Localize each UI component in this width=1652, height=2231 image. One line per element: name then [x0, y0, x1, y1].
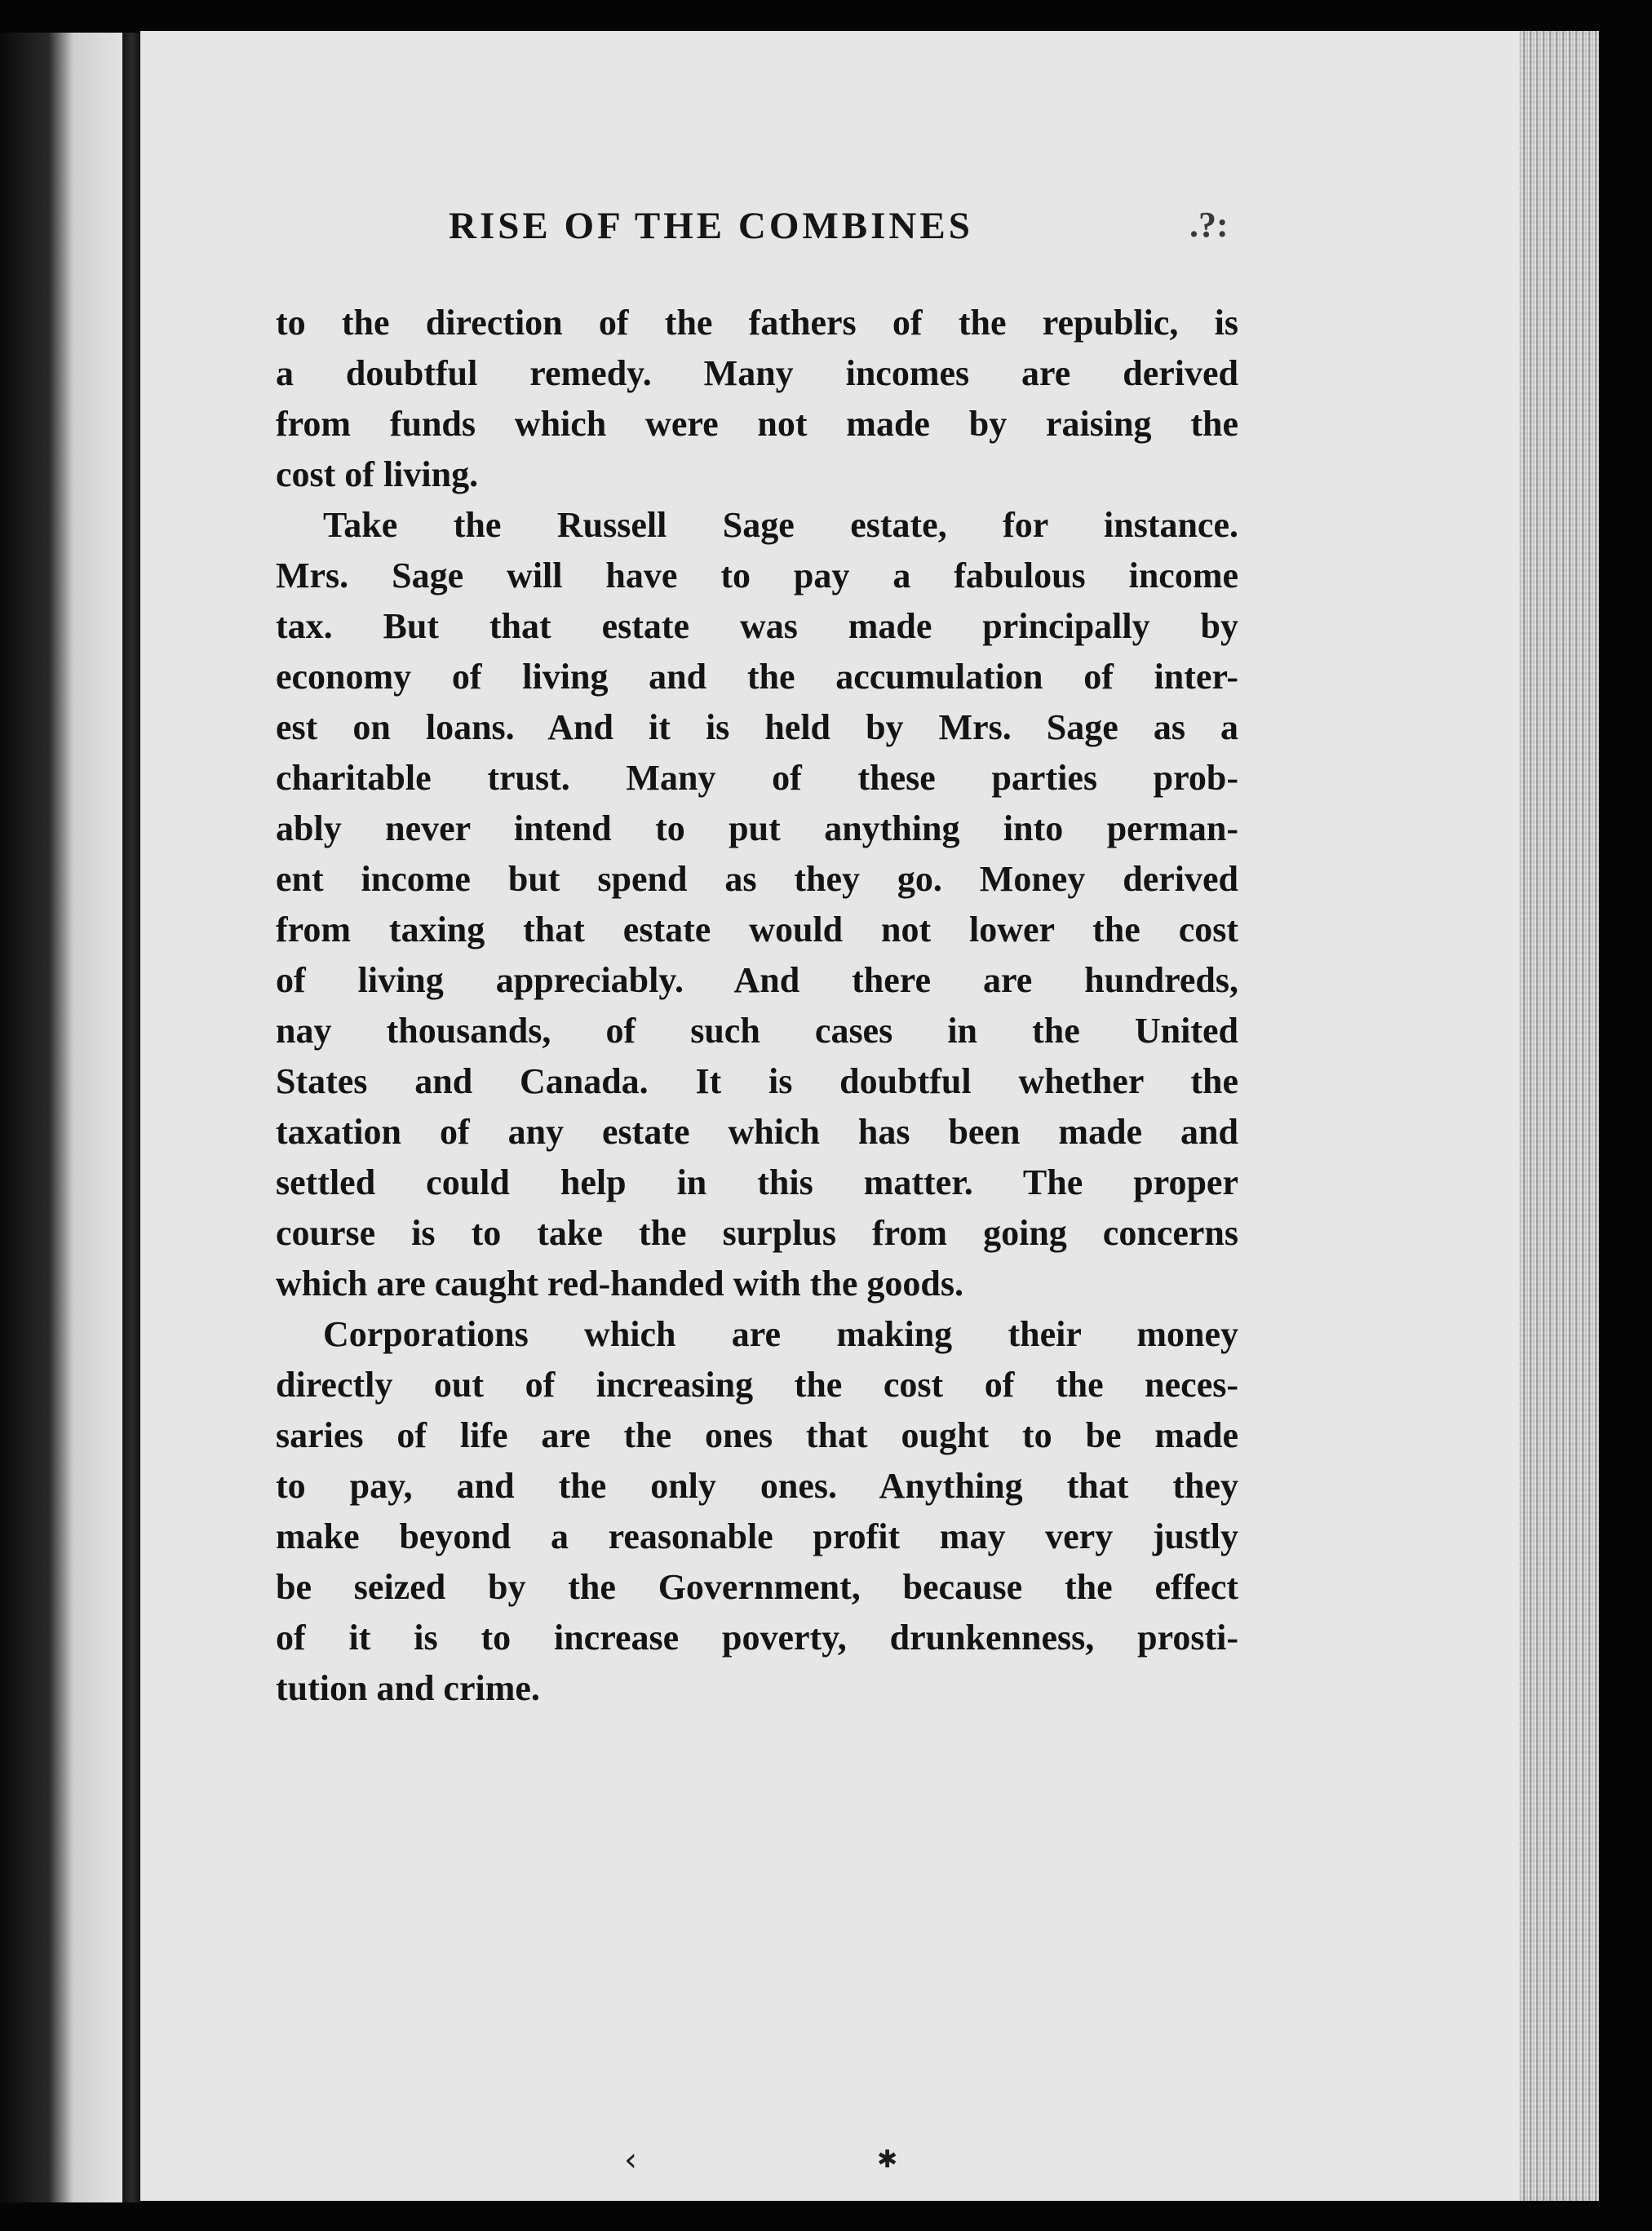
paragraph-1 [276, 298, 1238, 500]
running-title: RISE OF THE COMBINES [449, 205, 973, 247]
text-line: which are caught red-handed with the goods. [276, 1264, 964, 1304]
text-line: to pay, and the only ones. Anything that they [276, 1466, 1238, 1506]
text-line: taxation of any estate which has been made and [276, 1112, 1238, 1152]
text-line: States and Canada. It is doubtful whether the [276, 1061, 1238, 1101]
page-number: .?: [1189, 205, 1229, 245]
paragraph-3 [276, 1309, 1238, 1714]
text-line: course is to take the surplus from going concerns [276, 1213, 1238, 1253]
text-line: Mrs. Sage will have to pay a fabulous income [276, 556, 1238, 595]
text-line: of it is to increase poverty, drunkenness, prosti- [276, 1618, 1238, 1658]
facing-page-edge [0, 33, 122, 2202]
text-line: economy of living and the accumulation of inter- [276, 657, 1238, 697]
text-line: settled could help in this matter. The proper [276, 1162, 1238, 1202]
text-line: nay thousands, of such cases in the United [276, 1011, 1238, 1051]
text-line: ably never intend to put anything into perman- [276, 808, 1238, 848]
text-line: Corporations which are making their money [323, 1314, 1238, 1354]
text-line: directly out of increasing the cost of the neces- [276, 1365, 1238, 1405]
body-text [276, 298, 1238, 1714]
text-line: Take the Russell Sage estate, for instance. [323, 505, 1238, 545]
text-line: be seized by the Government, because the effect [276, 1567, 1238, 1607]
text-line: tution and crime. [276, 1668, 540, 1708]
text-line: from taxing that estate would not lower the cost [276, 910, 1238, 950]
text-line: tax. But that estate was made principally by [276, 606, 1238, 646]
text-line: make beyond a reasonable profit may very justly [276, 1516, 1238, 1556]
book-gutter [122, 33, 140, 2202]
paragraph-2 [276, 500, 1238, 1309]
page-stack-edges [1519, 31, 1599, 2201]
text-line: to the direction of the fathers of the republic, is [276, 303, 1238, 343]
scan-border-right [1599, 0, 1652, 2231]
text-line: a doubtful remedy. Many incomes are derived [276, 353, 1238, 393]
text-line: ent income but spend as they go. Money derived [276, 859, 1238, 899]
ink-smudge-icon: ✱ [877, 2145, 898, 2174]
text-line: cost of living. [276, 454, 479, 494]
text-line: of living appreciably. And there are hundreds, [276, 960, 1238, 1000]
ink-smudge-icon: ‹ [624, 2141, 637, 2179]
text-line: charitable trust. Many of these parties prob- [276, 758, 1238, 798]
text-line: saries of life are the ones that ought to be made [276, 1415, 1238, 1455]
page-header [276, 204, 1238, 261]
text-line: est on loans. And it is held by Mrs. Sage as a [276, 707, 1238, 747]
text-line: from funds which were not made by raising the [276, 404, 1238, 444]
